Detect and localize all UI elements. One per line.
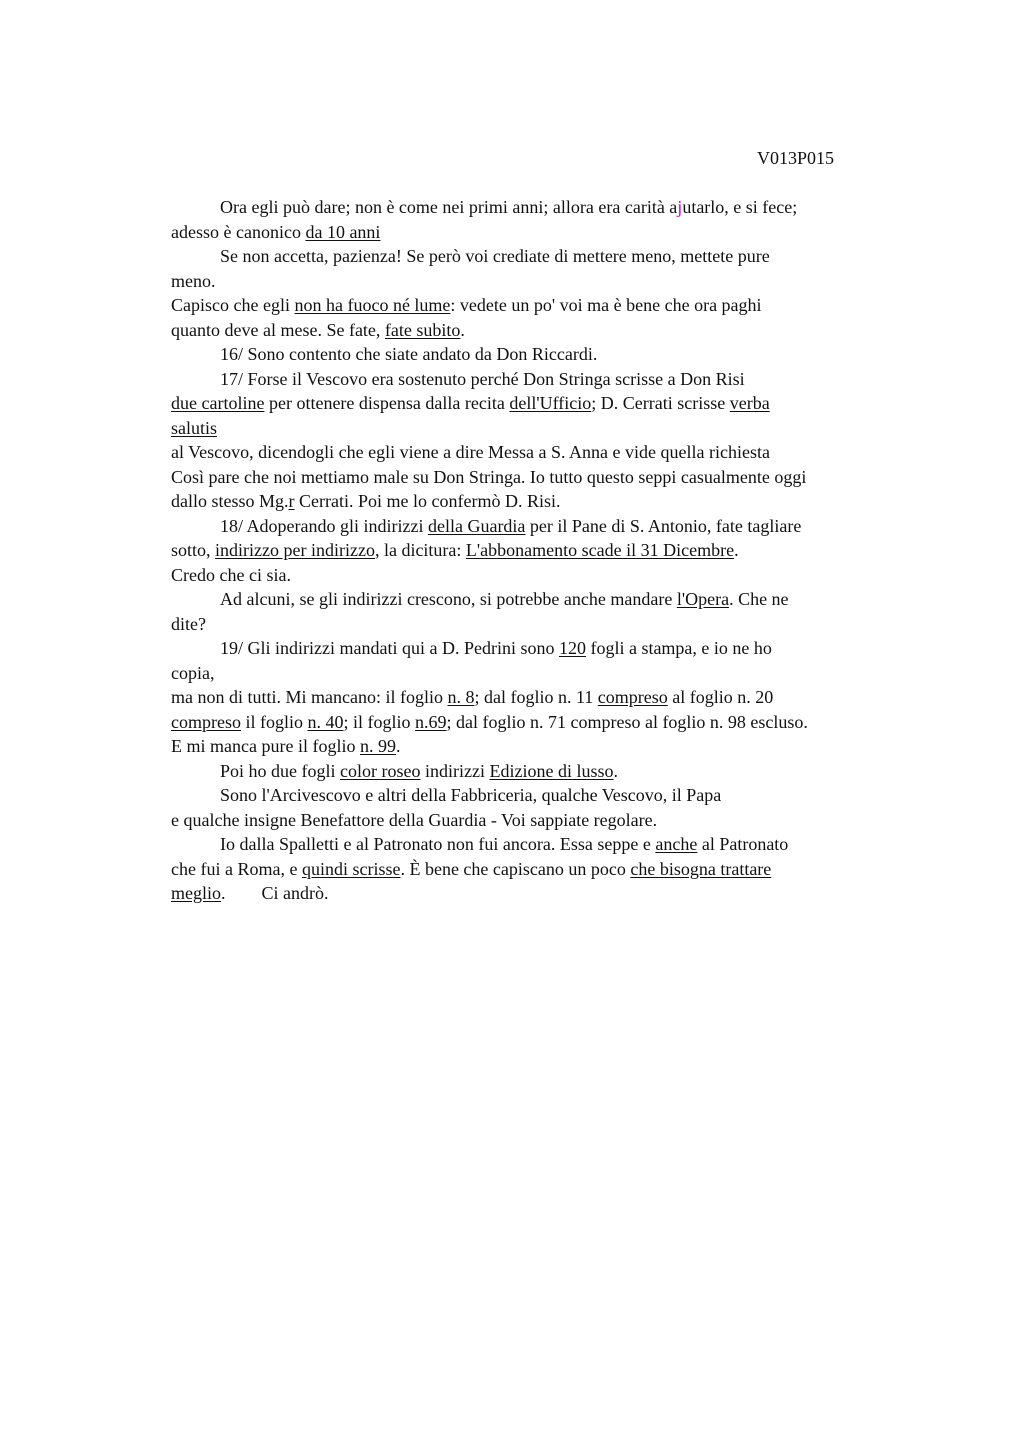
text-segment: per il Pane di S. Antonio, fate tagliare xyxy=(525,515,802,536)
underlined-text: salutis xyxy=(171,417,218,438)
text-segment: Se non accetta, pazienza! Se però voi crediate di mettere meno, mettete pure xyxy=(220,246,770,266)
text-segment: Capisco che egli xyxy=(171,295,295,315)
text-line xyxy=(171,881,911,906)
text-line xyxy=(171,318,911,343)
text-line xyxy=(171,734,911,759)
text-segment: quanto deve al mese. Se fate, xyxy=(171,319,385,340)
underlined-text: l'Opera xyxy=(676,589,730,609)
underlined-text: color roseo xyxy=(340,760,421,781)
text-line xyxy=(171,563,911,588)
underlined-text: verba xyxy=(729,393,770,413)
text-segment: Io dalla Spalletti e al Patronato non fui ancora. Essa seppe e xyxy=(220,834,656,854)
underlined-text: n. 40 xyxy=(307,711,344,732)
text-segment: Credo che ci sia. xyxy=(171,564,291,585)
text-segment: , la dicitura: xyxy=(374,540,466,560)
underlined-text: n. 8 xyxy=(447,687,475,707)
text-segment: adesso è canonico xyxy=(171,221,306,242)
text-segment: . È bene che capiscano un poco xyxy=(400,858,631,879)
text-line xyxy=(171,416,911,441)
text-segment: al Vescovo, dicendogli che egli viene a dire Messa a S. Anna e vide quella richiesta xyxy=(171,442,770,462)
text-segment: fogli a stampa, e io ne ho xyxy=(585,638,772,658)
text-segment: ; dal foglio n. 71 compreso al foglio n. 98 escluso. xyxy=(446,711,808,732)
text-line xyxy=(171,857,911,882)
underlined-text: 120 xyxy=(558,638,586,658)
text-segment: ma non di tutti. Mi mancano: il foglio xyxy=(171,687,448,707)
text-segment: Ci andrò. xyxy=(261,883,329,903)
text-segment: Ora egli può dare; non è come nei primi anni; allora era carità a xyxy=(220,197,678,217)
text-segment: Cerrati. Poi me lo confermò D. Risi. xyxy=(294,491,561,511)
underlined-text: fate subito xyxy=(384,319,461,340)
text-line xyxy=(171,661,911,686)
text-segment: . xyxy=(460,319,465,340)
text-line xyxy=(171,465,911,490)
text-segment: che fui a Roma, e xyxy=(171,858,302,879)
underlined-text: due cartoline xyxy=(171,393,265,413)
underlined-text: n. 99 xyxy=(359,736,396,756)
text-line xyxy=(171,783,911,808)
text-segment: . Che ne xyxy=(729,589,789,609)
text-line xyxy=(171,293,911,318)
text-segment: il foglio xyxy=(240,711,308,732)
underlined-text: L'abbonamento scade il 31 Dicembre xyxy=(465,540,735,560)
underlined-text: r xyxy=(288,491,295,511)
text-line xyxy=(171,269,911,294)
text-segment: meno. xyxy=(171,270,216,291)
text-segment: e qualche insigne Benefattore della Guardia - Voi sappiate regolare. xyxy=(171,809,658,830)
text-line xyxy=(171,514,911,539)
text-line xyxy=(171,636,911,661)
text-segment: 17/ Forse il Vescovo era sostenuto perché Don Stringa scrisse a Don Risi xyxy=(220,368,745,389)
text-segment: . xyxy=(734,540,739,560)
text-segment: ; dal foglio n. 11 xyxy=(474,687,598,707)
text-segment: 16/ Sono contento che siate andato da Don Riccardi. xyxy=(220,344,598,364)
underlined-text: compreso xyxy=(597,687,668,707)
underlined-text: dell'Ufficio xyxy=(509,393,592,413)
text-segment: ; il foglio xyxy=(343,711,415,732)
text-segment: dite? xyxy=(171,613,206,634)
text-line xyxy=(171,195,911,220)
text-segment: utarlo, e si fece; xyxy=(682,197,798,217)
text-line xyxy=(171,391,911,416)
text-line xyxy=(171,587,911,612)
text-segment: . xyxy=(395,736,401,756)
text-line xyxy=(171,220,911,245)
text-segment: Ad alcuni, se gli indirizzi crescono, si potrebbe anche mandare xyxy=(220,589,677,609)
text-line xyxy=(171,710,911,735)
text-segment: . xyxy=(221,883,226,903)
page-id: V013P015 xyxy=(757,148,835,168)
text-line xyxy=(171,808,911,833)
text-line xyxy=(171,685,911,710)
underlined-text: compreso xyxy=(171,711,241,732)
underlined-text: non ha fuoco né lume xyxy=(294,295,451,315)
underlined-text: che bisogna trattare xyxy=(630,858,772,879)
text-segment: sotto, xyxy=(171,540,216,560)
text-line xyxy=(171,489,911,514)
text-segment: dallo stesso Mg. xyxy=(171,491,289,511)
text-segment: al Patronato xyxy=(697,834,789,854)
text-line xyxy=(171,440,911,465)
text-line xyxy=(171,612,911,637)
text-segment: al foglio n. 20 xyxy=(667,687,774,707)
text-segment: Poi ho due fogli xyxy=(220,760,340,781)
text-segment: indirizzi xyxy=(420,760,490,781)
highlighted-letter: j xyxy=(677,197,683,217)
text-segment: . xyxy=(613,760,618,781)
underlined-text: da 10 anni xyxy=(305,221,381,242)
underlined-text: della Guardia xyxy=(427,515,526,536)
text-line xyxy=(171,759,911,784)
text-segment: E mi manca pure il foglio xyxy=(171,736,360,756)
text-line xyxy=(171,367,911,392)
underlined-text: Edizione di lusso xyxy=(489,760,614,781)
text-segment: Sono l'Arcivescovo e altri della Fabbriceria, qualche Vescovo, il Papa xyxy=(220,785,722,805)
underlined-text: anche xyxy=(655,834,698,854)
text-line xyxy=(171,244,911,269)
text-segment: per ottenere dispensa dalla recita xyxy=(264,393,510,413)
underlined-text: meglio xyxy=(171,883,221,903)
text-line xyxy=(171,342,911,367)
text-segment: 19/ Gli indirizzi mandati qui a D. Pedrini sono xyxy=(220,638,559,658)
document-body xyxy=(171,195,911,906)
underlined-text: indirizzo per indirizzo xyxy=(215,540,375,560)
text-segment: Così pare che noi mettiamo male su Don Stringa. Io tutto questo seppi casualmente oggi xyxy=(171,466,807,487)
text-segment: 18/ Adoperando gli indirizzi xyxy=(220,515,428,536)
text-line xyxy=(171,538,911,563)
text-segment: copia, xyxy=(171,662,215,683)
text-segment: ; D. Cerrati scrisse xyxy=(591,393,730,413)
underlined-text: n.69 xyxy=(414,711,447,732)
text-segment: : vedete un po' voi ma è bene che ora paghi xyxy=(450,295,762,315)
underlined-text: quindi scrisse xyxy=(301,858,401,879)
text-line xyxy=(171,832,911,857)
